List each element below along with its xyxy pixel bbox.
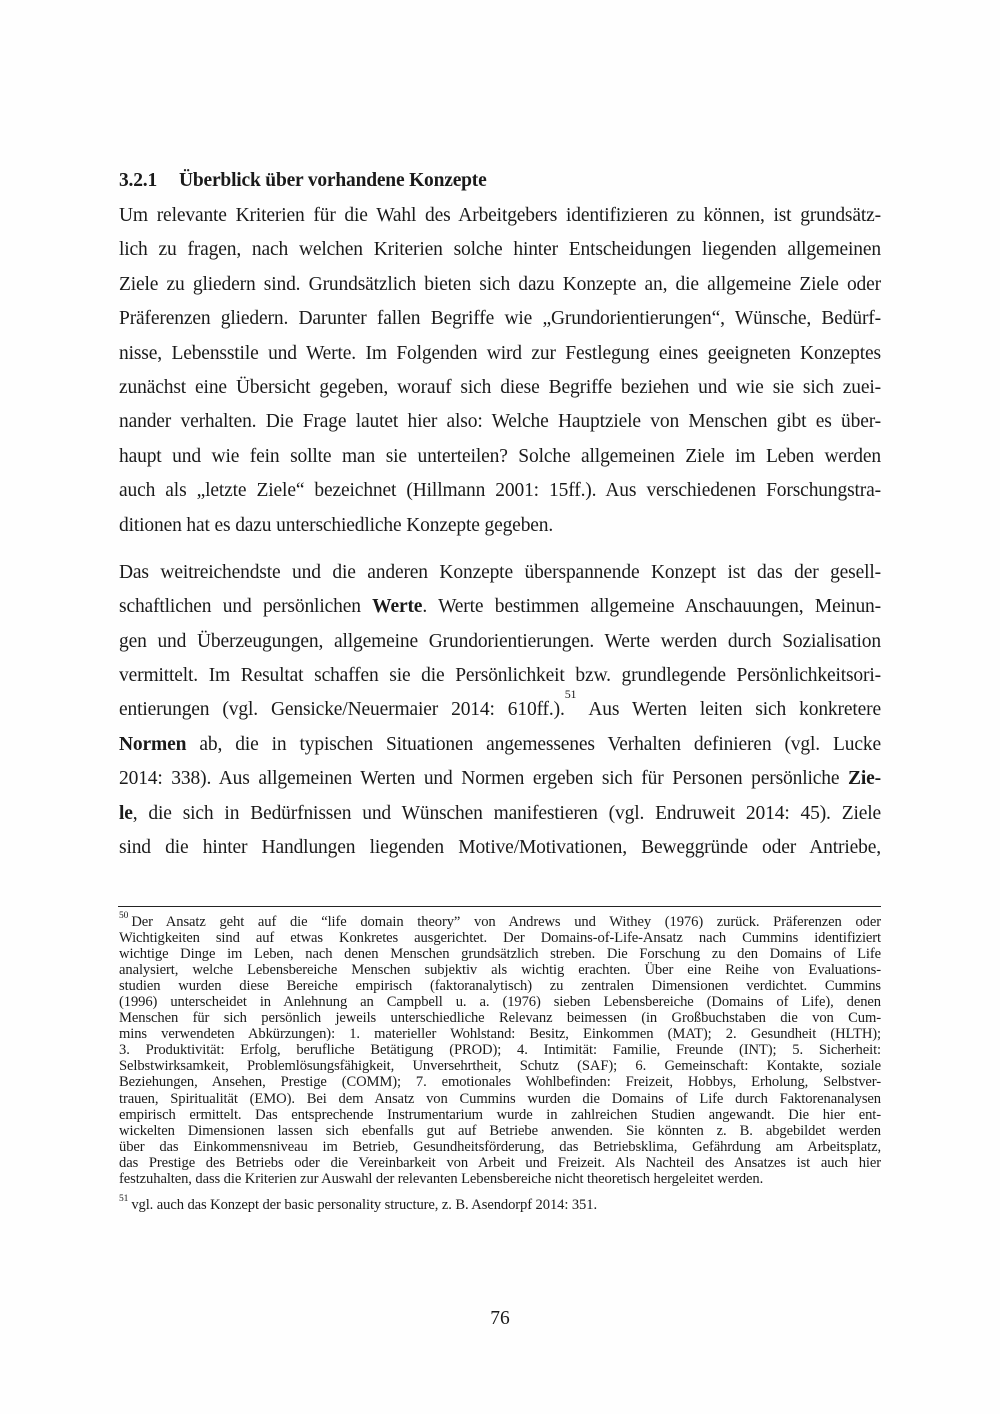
footnote-line: mins verwendeten Abkürzungen): 1. materieller Wohlstand: Besitz, Einkommen (MAT); 2. Gesundheit (HLTH); <box>119 1026 881 1043</box>
text-run: , die sich in Bedürfnissen und Wünschen manifestieren (vgl. Endruweit 2014: 45). Ziele <box>132 802 881 824</box>
footnote-line: 3. Produktivität: Erfolg, berufliche Betätigung (PROD); 4. Intimität: Familie, Freunde (INT); 5. Sicherheit: <box>119 1042 881 1059</box>
text-line: haupt und wie fein sollte man sie unterteilen? Solche allgemeinen Ziele im Leben werden <box>119 445 881 467</box>
text-run: entierungen (vgl. Gensicke/Neuermaier 2014: 610ff.). <box>119 699 565 721</box>
text-line <box>119 762 881 796</box>
text-line: zunächst eine Übersicht gegeben, worauf sich diese Begriffe beziehen und wie sie sich zuei- <box>119 376 881 398</box>
footnote-line: Wichtigkeiten sind auf etwas Konkretes ausgerichtet. Der Domains-of-Life-Ansatz nach Cummins identifiziert <box>119 930 881 947</box>
text-line <box>119 797 881 831</box>
paragraph-1 <box>119 199 881 543</box>
footnote-number: 50 <box>119 911 129 921</box>
text-line <box>119 728 881 762</box>
footnote-line <box>119 1193 881 1213</box>
page-number: 76 <box>490 1308 510 1329</box>
footnote-line: analysiert, welche Lebensbereiche Menschen subjektiv als wichtig erachten. Über eine Reihe von Evaluations- <box>119 962 881 979</box>
text-line: Das weitreichendste und die anderen Konzepte überspannende Konzept ist das der gesell- <box>119 561 881 583</box>
text-run: Der Ansatz geht auf die “life domain theory” von Andrews und Withey (1976) zurück. Präferenzen oder <box>131 914 881 930</box>
footnote-reference-51[interactable]: 51 <box>564 687 577 702</box>
footnote-line: studien wurden diese Bereiche empirisch (faktoranalytisch) zu zentralen Dimensionen verdichtet. Cummins <box>119 978 881 995</box>
footnote-line: Beziehungen, Ansehen, Prestige (COMM); 7. emotionales Wohlbefinden: Freizeit, Hobbys, Erholung, Selbstver- <box>119 1074 881 1091</box>
section-title: Überblick über vorhandene Konzepte <box>179 170 487 191</box>
emphasis-ziele: Zie- <box>848 768 881 790</box>
section-heading <box>119 168 881 194</box>
text-run: . Werte bestimmen allgemeine Anschauungen, Meinun- <box>422 596 881 618</box>
text-line: Ziele zu gliedern sind. Grundsätzlich bieten sich dazu Konzepte an, die allgemeine Ziele oder <box>119 273 881 295</box>
emphasis-normen: Normen <box>119 733 187 755</box>
text-line <box>119 590 881 624</box>
footnote-50 <box>119 911 881 1187</box>
text-run: 2014: 338). Aus allgemeinen Werten und Normen ergeben sich für Personen persönliche <box>119 768 849 790</box>
text-run: Aus Werten leiten sich konkretere <box>576 699 881 721</box>
text-line <box>119 687 881 727</box>
footnote-separator <box>118 906 881 907</box>
main-text <box>119 168 881 865</box>
footnote-line: wichtige Dinge im Leben, nach denen Menschen grundsätzlich streben. Die Forschung zu den Domains of Life <box>119 946 881 963</box>
text-line: Präferenzen gliedern. Darunter fallen Begriffe wie „Grundorientierungen“, Wünsche, Bedürf- <box>119 308 881 330</box>
footnote-line <box>119 911 881 930</box>
text-line: lich zu fragen, nach welchen Kriterien solche hinter Entscheidungen liegenden allgemeinen <box>119 239 881 261</box>
text-line: auch als „letzte Ziele“ bezeichnet (Hillmann 2001: 15ff.). Aus verschiedenen Forschungstra- <box>119 480 881 502</box>
section-number: 3.2.1 <box>119 170 158 191</box>
footnote-51 <box>119 1193 881 1213</box>
text-line: gen und Überzeugungen, allgemeine Grundorientierungen. Werte werden durch Sozialisation <box>119 630 881 652</box>
footnote-line: (1996) unterscheidet in Anlehnung an Campbell u. a. (1976) sieben Lebensbereiche (Domains of Life), denen <box>119 994 881 1011</box>
text-line: vermittelt. Im Resultat schaffen sie die Persönlichkeit bzw. grundlegende Persönlichkeitsori- <box>119 665 881 687</box>
footnote-line: festzuhalten, dass die Kriterien zur Auswahl der relevanten Lebensbereiche nicht theoretisch hergeleitet werden. <box>119 1170 764 1187</box>
footnote-line: das Prestige des Betriebs oder die Vereinbarkeit von Arbeit und Freizeit. Als Nachteil des Ansatzes ist auch hier <box>119 1154 881 1171</box>
footnote-number: 51 <box>119 1193 129 1204</box>
footnote-line: wickelten Dimensionen lassen sich ebenfalls gut auf Betriebe anwenden. Sie könnten z. B. abgebildet werden <box>119 1122 881 1139</box>
text-line: ditionen hat es dazu unterschiedliche Konzepte gegeben. <box>119 514 554 536</box>
paragraph-2 <box>119 556 881 866</box>
footnote-line: empirisch ermittelt. Das entsprechende Instrumentarium wurde in zahlreichen Studien angewandt. Die hier ent- <box>119 1106 881 1123</box>
text-line: nisse, Lebensstile und Werte. Im Folgenden wird zur Festlegung eines geeigneten Konzeptes <box>119 342 881 364</box>
text-line: Um relevante Kriterien für die Wahl des Arbeitgebers identifizieren zu können, ist grundsätz- <box>119 205 881 226</box>
footnote-line: trauen, Spiritualität (EMO). Bei dem Ansatz von Cummins wurden die Domains of Life durch Faktorenanalysen <box>119 1090 881 1107</box>
text-run: schaftlichen und persönlichen <box>119 596 373 618</box>
text-run: ab, die in typischen Situationen angemessenes Verhalten definieren (vgl. Lucke <box>186 733 881 755</box>
text-line: sind die hinter Handlungen liegenden Motive/Motivationen, Beweggründe oder Antriebe, <box>119 837 881 859</box>
text-line: nander verhalten. Die Frage lautet hier also: Welche Hauptziele von Menschen gibt es über- <box>119 411 881 433</box>
emphasis-ziele-cont: le <box>119 802 133 824</box>
footnote-line: Menschen für sich persönlich jeweils unterschiedliche Relevanz beimessen (in Großbuchstaben die von Cum- <box>119 1010 881 1027</box>
footnote-line: über das Einkommensniveau im Betrieb, Gesundheitsförderung, das Betriebsklima, Gefährdung am Arbeitsplatz, <box>119 1138 881 1155</box>
emphasis-werte: Werte <box>372 596 423 618</box>
footnotes <box>119 911 881 1213</box>
footnote-line: Selbstwirksamkeit, Problemlösungsfähigkeit, Unversehrtheit, Schutz (SAF); 6. Gemeinschaft: Kontakte, soziale <box>119 1058 881 1075</box>
text-run: vgl. auch das Konzept der basic personality structure, z. B. Asendorpf 2014: 351. <box>131 1196 597 1213</box>
